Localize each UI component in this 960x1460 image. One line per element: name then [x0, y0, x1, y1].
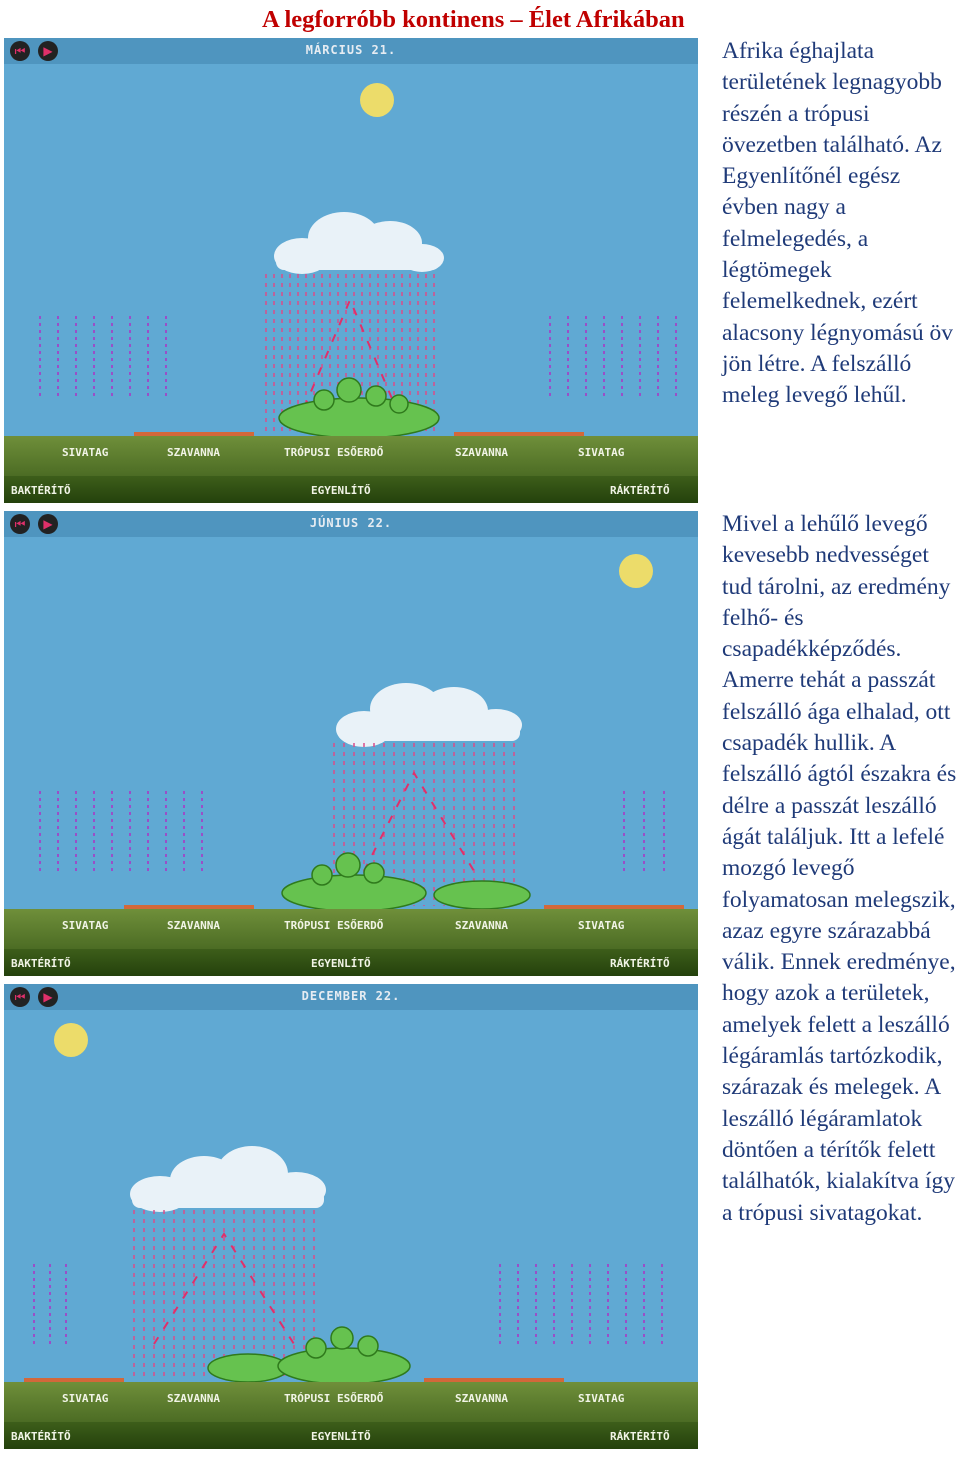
paragraph-2: Mivel a lehűlő levegő kevesebb nedvességet tud tárolni, az eredmény felhő- és csapadékképződés. Amerre tehát a passzát felszálló ága elhalad, ott csapadék hullik. A felszálló ágtól északra és délre a passzát leszálló ágát találjuk. Itt a lefelé mozgó levegő folyamatosan melegszik, azaz egyre szárazabbá válik. Ennek eredménye, hogy azok a területek, amelyek felett a leszálló légáramlás tartózkodik, szárazak és melegek. A leszálló légáramlatok döntően a térítők felett találhatók, kialakítva így a trópusi sivatagokat.	[722, 511, 957, 1226]
rainforest-icon	[279, 378, 439, 438]
climate-illustration	[4, 38, 698, 438]
latitude-label: BAKTÉRÍTŐ	[11, 484, 71, 497]
climate-panel-june	[4, 511, 698, 976]
sun-icon	[54, 1023, 88, 1057]
latitude-label: RÁKTÉRÍTŐ	[610, 1430, 670, 1443]
cloud-icon	[130, 1146, 326, 1212]
zone-label: SZAVANNA	[455, 1392, 508, 1405]
rewind-icon[interactable]: ⏮	[10, 514, 30, 534]
dry-streaks-left	[34, 1264, 66, 1346]
airflow-arrows	[364, 773, 474, 871]
climate-panel-december	[4, 984, 698, 1449]
zone-label: SZAVANNA	[455, 446, 508, 459]
dry-streaks-left	[40, 791, 202, 873]
sun-icon	[360, 83, 394, 117]
latitude-label: EGYENLÍTŐ	[311, 484, 371, 497]
play-icon[interactable]: ▶	[38, 41, 58, 61]
page-title: A legforróbb kontinens – Élet Afrikában	[262, 6, 685, 33]
zone-label: TRÓPUSI ESŐERDŐ	[284, 1392, 384, 1405]
rainforest-icon	[208, 1327, 410, 1384]
paragraph-1: Afrika éghajlata területének legnagyobb részén a trópusi övezetben található. Az Egyenlítőnél egész évben nagy a felmelegedés, a légtömegek felemelkednek, ezért alacsony légnyomású öv jön létre. A felszálló meleg levegő lehűl.	[722, 38, 954, 409]
dry-streaks-right	[500, 1264, 662, 1346]
latitude-label: EGYENLÍTŐ	[311, 1430, 371, 1443]
latitude-label: RÁKTÉRÍTŐ	[610, 957, 670, 970]
zone-label: SZAVANNA	[167, 919, 220, 932]
dry-streaks-right	[624, 791, 664, 873]
rainforest-icon	[282, 853, 530, 911]
latitude-label: RÁKTÉRÍTŐ	[610, 484, 670, 497]
rewind-icon[interactable]: ⏮	[10, 987, 30, 1007]
climate-panel-march	[4, 38, 698, 503]
sun-icon	[619, 554, 653, 588]
zone-label: SIVATAG	[578, 446, 625, 459]
zone-label: TRÓPUSI ESŐERDŐ	[284, 446, 384, 459]
panel-date: MÁRCIUS 21.	[305, 43, 397, 57]
play-icon[interactable]: ▶	[38, 987, 58, 1007]
cloud-icon	[336, 683, 522, 747]
dry-streaks-left	[40, 316, 166, 398]
zone-label: SZAVANNA	[455, 919, 508, 932]
panel-date: DECEMBER 22.	[301, 989, 401, 1003]
climate-illustration	[4, 511, 698, 911]
panel-date: JÚNIUS 22.	[309, 516, 393, 530]
zone-label: SIVATAG	[578, 919, 625, 932]
zone-label: SZAVANNA	[167, 446, 220, 459]
play-icon[interactable]: ▶	[38, 514, 58, 534]
zone-label: SIVATAG	[62, 919, 109, 932]
rewind-icon[interactable]: ⏮	[10, 41, 30, 61]
zone-label: SIVATAG	[578, 1392, 625, 1405]
latitude-label: BAKTÉRÍTŐ	[11, 957, 71, 970]
zone-label: SIVATAG	[62, 1392, 109, 1405]
dry-streaks-right	[550, 316, 676, 398]
zone-label: SZAVANNA	[167, 1392, 220, 1405]
latitude-label: BAKTÉRÍTŐ	[11, 1430, 71, 1443]
latitude-label: EGYENLÍTŐ	[311, 957, 371, 970]
zone-label: SIVATAG	[62, 446, 109, 459]
climate-illustration	[4, 984, 698, 1384]
zone-label: TRÓPUSI ESŐERDŐ	[284, 919, 384, 932]
cloud-icon	[274, 212, 444, 274]
